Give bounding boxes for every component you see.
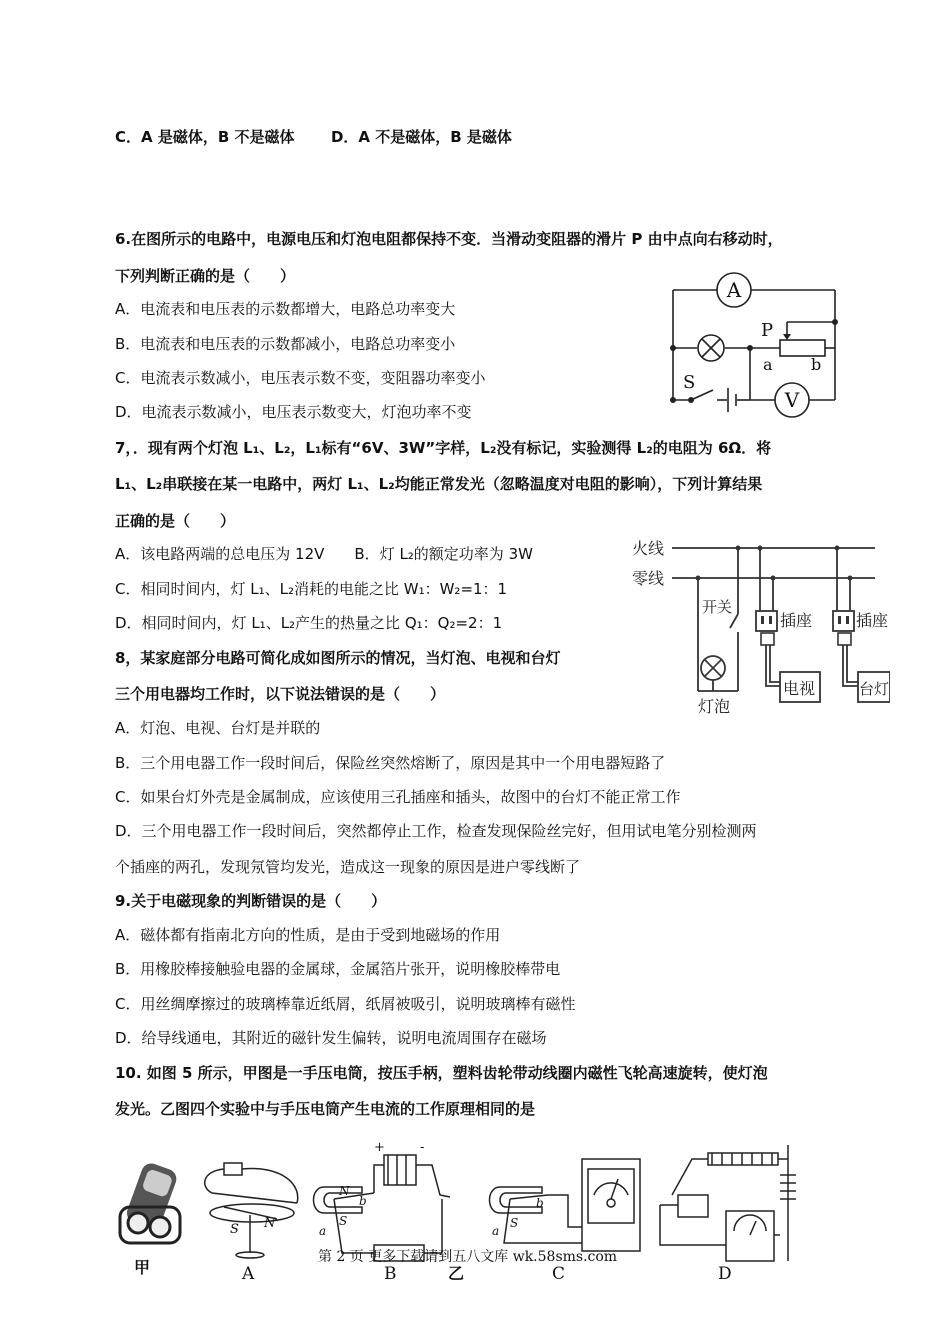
end-a-label: a xyxy=(763,355,773,374)
q9-stem: 9.关于电磁现象的判断错误的是（ ） xyxy=(115,892,387,910)
slider-label: P xyxy=(761,320,774,341)
q10-stem-1: 10. 如图 5 所示，甲图是一手压电筒，按压手柄，塑料齿轮带动线圈内磁性飞轮高速旋转，使灯泡 xyxy=(115,1064,768,1082)
q8-option-d-line-1: D．三个用电器工作一段时间后，突然都停止工作，检查发现保险丝完好，但用试电笔分别检测两 xyxy=(115,822,757,840)
svg-text:a: a xyxy=(319,1224,327,1238)
fig-d-label: D xyxy=(718,1264,732,1284)
q9-option-b: B．用橡胶棒接触验电器的金属球，金属箔片张开，说明橡胶棒带电 xyxy=(115,960,561,978)
experiment-d-icon xyxy=(660,1145,796,1261)
fig-yi-label: 乙 xyxy=(448,1264,465,1283)
fig-c-label: C xyxy=(552,1264,566,1284)
q6-stem-1: 6.在图所示的电路中，电源电压和灯泡电阻都保持不变．当滑动变阻器的滑片 P 由中点向右移动时， xyxy=(115,230,783,248)
svg-text:N: N xyxy=(264,1216,276,1231)
fig-jia-label: 甲 xyxy=(134,1258,151,1277)
q8-option-a: A．灯泡、电视、台灯是并联的 xyxy=(115,719,321,737)
svg-text:b: b xyxy=(359,1194,367,1208)
svg-text:b: b xyxy=(536,1196,544,1210)
neutral-wire-label: 零线 xyxy=(632,569,665,588)
q8-option-b: B．三个用电器工作一段时间后，保险丝突然熔断了，原因是其中一个用电器短路了 xyxy=(115,754,666,772)
q7-option-c: C．相同时间内，灯 L₁、L₂消耗的电能之比 W₁：W₂=1：1 xyxy=(115,580,508,598)
q5-option-c: C．A 是磁体，B 不是磁体 xyxy=(115,128,295,146)
q6-option-d: D．电流表示数减小，电压表示数变大，灯泡功率不变 xyxy=(115,403,472,421)
q6-option-b: B．电流表和电压表的示数都减小，电路总功率变小 xyxy=(115,335,456,353)
q10-stem-2: 发光。乙图四个实验中与手压电筒产生电流的工作原理相同的是 xyxy=(115,1100,536,1118)
switch-label: 开关 xyxy=(702,598,733,616)
page-footer: 第 2 页 更多下载请到五八文库 wk.58sms.com xyxy=(318,1249,618,1265)
tv-label: 电视 xyxy=(783,679,816,698)
q8-stem-1: 8，某家庭部分电路可简化成如图所示的情况，当灯泡、电视和台灯 xyxy=(115,649,561,667)
socket-2-label: 插座 xyxy=(856,611,889,630)
q5-option-d: D．A 不是磁体，B 是磁体 xyxy=(330,128,512,146)
q7-stem-3: 正确的是（ ） xyxy=(115,512,236,530)
q8-household-circuit xyxy=(630,536,890,714)
q6-stem-2: 下列判断正确的是（ ） xyxy=(115,267,296,285)
svg-text:S: S xyxy=(339,1214,348,1228)
svg-text:S: S xyxy=(230,1222,239,1237)
svg-text:N: N xyxy=(339,1184,350,1198)
socket-2-icon xyxy=(833,611,854,631)
lamp-label: 台灯 xyxy=(859,680,890,698)
q7-stem-2: L₁、L₂串联接在某一电路中，两灯 L₁、L₂均能正常发光（忽略温度对电阻的影响），下列计算结果 xyxy=(115,475,763,493)
experiment-c-icon xyxy=(490,1159,641,1251)
q7-stem-1: 7，．现有两个灯泡 L₁、L₂，L₁标有“6V、3W”字样，L₂没有标记，实验测得 L₂的电阻为 6Ω．将 xyxy=(115,439,772,457)
q6-circuit-diagram xyxy=(665,270,845,422)
plug-2-icon xyxy=(838,633,851,645)
plug-1-icon xyxy=(761,633,774,645)
q8-option-c: C．如果台灯外壳是金属制成，应该使用三孔插座和插头，故图中的台灯不能正常工作 xyxy=(115,788,681,806)
q7-option-ab: A．该电路两端的总电压为 12V B．灯 L₂的额定功率为 3W xyxy=(115,545,533,563)
q6-option-a: A．电流表和电压表的示数都增大，电路总功率变大 xyxy=(115,300,456,318)
ammeter-label: A xyxy=(726,278,742,302)
q8-option-d-line-2: 个插座的两孔，发现氖管均发光，造成这一现象的原因是进户零线断了 xyxy=(115,858,581,876)
q8-stem-2: 三个用电器均工作时，以下说法错误的是（ ） xyxy=(115,685,446,703)
svg-text:a: a xyxy=(492,1224,500,1238)
end-b-label: b xyxy=(811,355,822,374)
svg-text:+: + xyxy=(374,1140,385,1155)
experiment-a-icon xyxy=(205,1163,298,1258)
live-wire-label: 火线 xyxy=(632,539,665,558)
voltmeter-label: V xyxy=(784,388,800,412)
hand-flashlight-icon xyxy=(120,1161,180,1243)
switch-label: S xyxy=(683,372,696,393)
svg-text:-: - xyxy=(420,1140,425,1155)
fig-a-label: A xyxy=(242,1264,255,1284)
q9-option-d: D．给导线通电，其附近的磁针发生偏转，说明电流周围存在磁场 xyxy=(115,1029,547,1047)
q5-options xyxy=(115,126,512,147)
socket-1-label: 插座 xyxy=(780,611,813,630)
q9-option-c: C．用丝绸摩擦过的玻璃棒靠近纸屑，纸屑被吸引，说明玻璃棒有磁性 xyxy=(115,995,576,1013)
socket-1-icon xyxy=(756,611,777,631)
q7-option-d: D．相同时间内，灯 L₁、L₂产生的热量之比 Q₁：Q₂=2：1 xyxy=(115,614,503,632)
bulb-label: 灯泡 xyxy=(698,697,731,714)
q9-option-a: A．磁体都有指南北方向的性质，是由于受到地磁场的作用 xyxy=(115,926,501,944)
fig-b-label: B xyxy=(384,1264,397,1284)
q6-option-c: C．电流表示数减小，电压表示数不变，变阻器功率变小 xyxy=(115,369,486,387)
svg-text:S: S xyxy=(510,1216,519,1230)
